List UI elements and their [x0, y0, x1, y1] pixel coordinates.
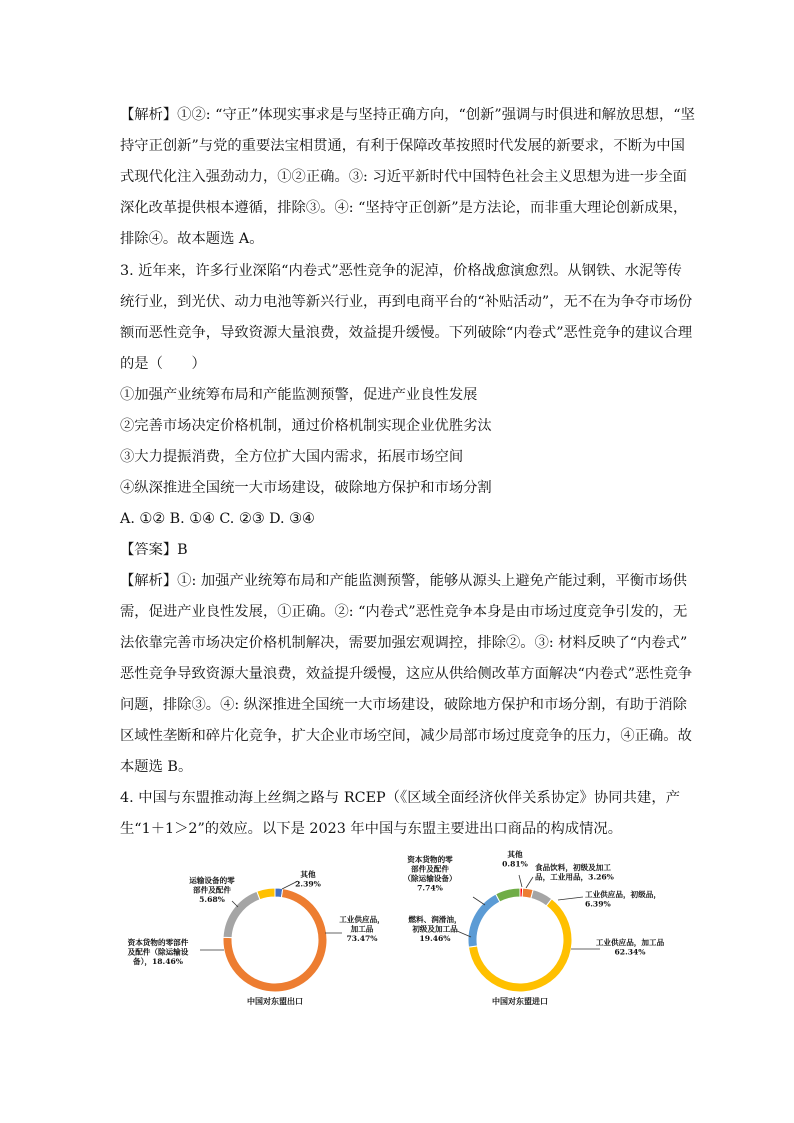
- donut-slice: [257, 888, 275, 900]
- text-line: 【解析】①: 加强产业统筹布局和产能监测预警，能够从源头上避免产能过剩，平衡市场供: [120, 573, 687, 589]
- export-donut-chart: [120, 845, 390, 1015]
- slice-label: 燃料、润滑油，初级及加工品 19.46%: [408, 915, 462, 943]
- donut-slice: [468, 894, 500, 947]
- slice-label: 其他 0.81%: [502, 850, 528, 869]
- slice-label: 工业供应品，加工品 62.34%: [595, 938, 665, 957]
- text-line: 3. 近年来，许多行业深陷“内卷式”恶性竞争的泥淖，价格战愈演愈烈。从钢铁、水泥等传: [120, 263, 682, 279]
- text-line: 深化改革提供根本遵循，排除③。④: “坚持守正创新”是方法论，而非重大理论创新成果，: [120, 200, 688, 216]
- text-line: 生“1＋1＞2”的效应。以下是 2023 年中国与东盟主要进出口商品的构成情况。: [120, 821, 622, 837]
- text-line: ④纵深推进全国统一大市场建设，破除地方保护和市场分割: [120, 480, 492, 496]
- text-line: 区域性垄断和碎片化竞争，扩大企业市场空间，减少局部市场过度竞争的压力，④正确。故: [120, 728, 692, 744]
- text-line: 统行业，到光伏、动力电池等新兴行业，再到电商平台的“补贴活动”，无不在为争夺市场份: [120, 294, 693, 310]
- text-line: 需，促进产业良性发展，①正确。②: “内卷式”恶性竞争本身是由市场过度竞争引发的，无: [120, 604, 688, 620]
- donut-slice: [223, 891, 260, 937]
- slice-label: 食品饮料，初级及加工品，工业用品，3.26%: [535, 863, 614, 882]
- text-line: 法依靠完善市场决定价格机制解决，需要加强宏观调控，排除②。③: 材料反映了“内卷式”: [120, 635, 688, 651]
- leader-line: [526, 877, 533, 888]
- text-line: 额而恶性竞争，导致资源大量浪费，效益提升缓慢。下列破除“内卷式”恶性竞争的建议合理: [120, 325, 693, 341]
- text-line: 【答案】B: [120, 542, 188, 558]
- slice-label: 工业供应品，初级品， 6.39%: [585, 890, 661, 909]
- slice-label: 资本货物的零部件及配件（除运输设备），18.46%: [127, 938, 189, 966]
- import-chart: [395, 845, 695, 1019]
- slice-label: 其他 2.39%: [295, 870, 321, 889]
- slice-label: 工业供应品，加工品 73.47%: [339, 915, 385, 943]
- text-line: 本题选 B。: [120, 759, 193, 775]
- import-donut-chart: [395, 845, 695, 1015]
- text-line: 【解析】①②: “守正”体现实事求是与坚持正确方向，“创新”强调与时俱进和解放思想，“坚: [120, 107, 695, 123]
- text-line: 式现代化注入强劲动力，①②正确。③: 习近平新时代中国特色社会主义思想为进一步全面: [120, 169, 687, 185]
- text-line: 4. 中国与东盟推动海上丝绸之路与 RCEP（《区域全面经济伙伴关系协定》协同共建，产: [120, 790, 680, 806]
- text-line: 问题，排除③。④: 纵深推进全国统一大市场建设，破除地方保护和市场分割，有助于消除: [120, 697, 687, 713]
- text-line: ①加强产业统筹布局和产能监测预警，促进产业良性发展: [120, 387, 478, 403]
- text-line: 恶性竞争导致资源大量浪费，效益提升缓慢，这应从供给侧改革方面解决“内卷式”恶性竞争: [120, 666, 693, 682]
- text-line: 持守正创新”与党的重要法宝相贯通，有利于保障改革按照时代发展的新要求，不断为中国: [120, 138, 685, 154]
- text-line: A. ①② B. ①④ C. ②③ D. ③④: [120, 511, 315, 527]
- text-line: ③大力提振消费，全方位扩大国内需求，拓展市场空间: [120, 449, 464, 465]
- leader-line: [558, 897, 583, 900]
- text-line: 排除④。故本题选 A。: [120, 231, 264, 247]
- leader-line: [519, 875, 522, 887]
- leader-line: [473, 897, 485, 905]
- chart-title: 中国对东盟出口: [247, 996, 303, 1006]
- chart-title: 中国对东盟进口: [492, 996, 548, 1006]
- donut-slice: [496, 888, 520, 902]
- export-chart: [120, 845, 390, 1019]
- slice-label: 资本货物的零部件及配件（除运输设备） 7.74%: [403, 855, 457, 893]
- text-line: 的是（ ）: [120, 356, 206, 372]
- slice-label: 运输设备的零部件及配件 5.68%: [189, 876, 235, 904]
- text-line: ②完善市场决定价格机制，通过价格机制实现企业优胜劣汰: [120, 418, 492, 434]
